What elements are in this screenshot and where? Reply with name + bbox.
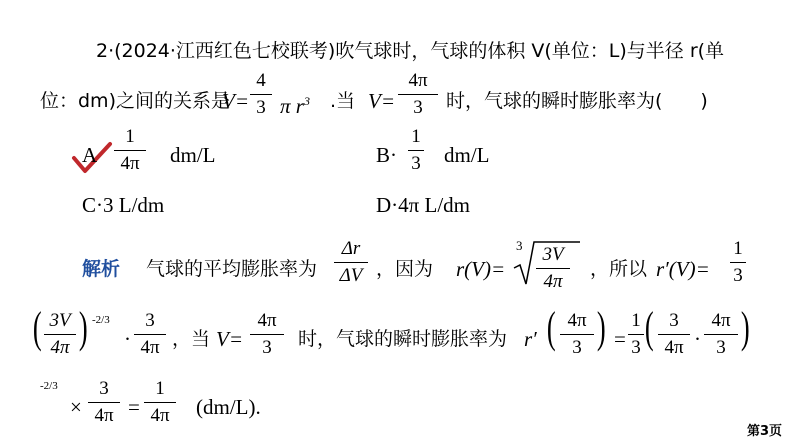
fraction-v-4pi-3: 4π 3 [250,310,284,359]
question-pi-r: π $r^3$ [280,94,310,118]
option-a-label[interactable]: A [82,143,98,167]
solution-r-of-v: r(V)= [456,257,506,281]
question-when: .当 [330,90,356,112]
times-sign: × [70,395,82,419]
left-paren-2: ( [546,303,556,352]
left-paren: ( [32,303,42,352]
fraction-3-4pi: 3 4π [134,310,166,359]
solution-l2-v-eq: V= [216,327,243,351]
line3-equals: = [128,395,140,419]
solution-text-1: 气球的平均膨胀率为 [146,258,318,280]
question-v-eq: V= [222,89,249,113]
option-b-label[interactable]: B· [376,143,397,167]
solution-frac-1-3: 1 3 [730,238,746,287]
solution-r-prime: r′(V)= [656,257,710,281]
fraction-4pi-3: 4π 3 [398,70,438,119]
question-v-eq-2: V= [368,89,395,113]
equals-sign: = [614,327,626,351]
inner-dot: · [694,327,701,351]
root-fraction: 3V 4π [536,244,570,293]
option-a-fraction: 1 4π [114,126,146,175]
solution-text-4: ，所以 [590,258,648,280]
solution-l2-text-1: ，当 [172,328,211,350]
option-d[interactable]: D·4π L/dm [376,193,471,217]
question-line-2-end: 时，气球的瞬时膨胀率为( ) [446,90,708,112]
line3-unit: (dm/L). [196,395,261,419]
solution-l2-text-3: 时，气球的瞬时膨胀率为 [298,328,508,350]
inner-fraction-4pi-3: 4π 3 [704,310,738,359]
exponent-neg-2-3: -2/3 [92,314,110,326]
line3-fraction-3-4pi: 3 4π [88,378,120,427]
option-a-unit: dm/L [170,143,216,167]
option-b-unit: dm/L [444,143,490,167]
option-b-fraction: 1 3 [408,126,424,175]
right-paren: ) [78,303,88,352]
question-line-1: 2·(2024·江西红色七校联考)吹气球时，气球的体积 V(单位：L)与半径 r(单 [96,40,725,62]
solution-frac-dr-dv: Δr ΔV [334,238,368,287]
exponent-neg-2-3-line3: -2/3 [40,380,58,392]
fraction-4-3: 4 3 [250,70,272,119]
question-line-2-start: 位：dm)之间的关系是 [40,90,230,112]
line3-fraction-1-4pi: 1 4π [144,378,176,427]
inner-fraction-3-4pi: 3 4π [658,310,690,359]
solution-label: 解析 [82,258,121,280]
right-paren-2: ) [596,303,606,352]
right-paren-3: ) [740,303,750,352]
fraction-1-3: 1 3 [628,310,644,359]
root-index: 3 [516,238,523,253]
option-c[interactable]: C·3 L/dm [82,193,165,217]
left-paren-3: ( [644,303,654,352]
solution-text-2: ，因为 [376,258,434,280]
paren-fraction-3v-4pi: 3V 4π [44,310,76,359]
solution-l2-r-prime: r′ [524,327,537,351]
page-number: 第3页 [746,424,782,439]
dot-operator: · [124,327,131,351]
paren-fraction-4pi-3: 4π 3 [560,310,594,359]
